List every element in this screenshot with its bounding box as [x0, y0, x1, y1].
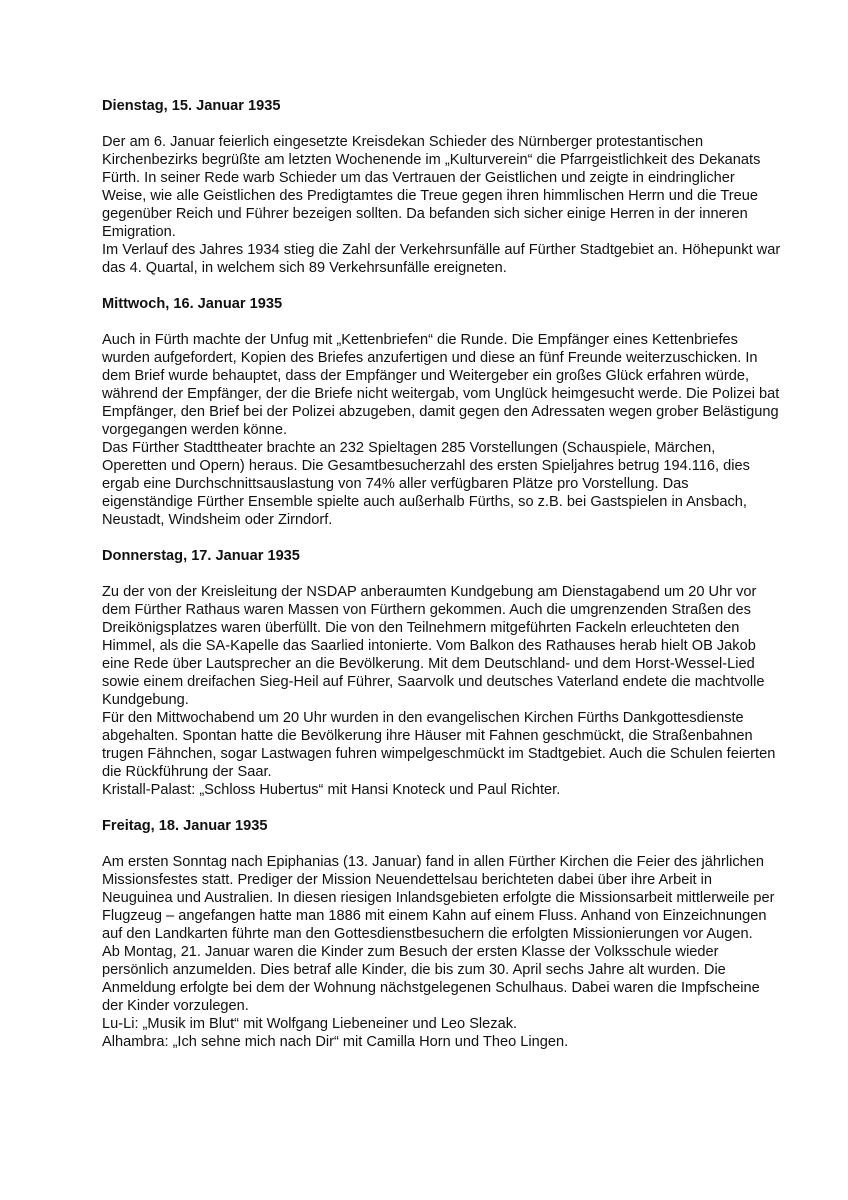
entry-date-heading: Donnerstag, 17. Januar 1935	[102, 548, 300, 564]
document-page	[102, 97, 782, 1069]
entry-paragraph: Das Fürther Stadttheater brachte an 232 Spieltagen 285 Vorstellungen (Schauspiele, Märchen, Operetten und Opern) heraus. Die Gesamtbesucherzahl des ersten Spieljahres betrug 194.116, dies ergab eine Durchschnittsauslastung von 74% aller verfügbaren Plätze pro Vorstellung. Das eigenständige Fürther Ensemble spielte auch außerhalb Fürths, so z.B. bei Gastspielen in Ansbach, Neustadt, Windsheim oder Zirndorf.	[102, 440, 750, 528]
entry-2024-01-18	[102, 817, 782, 1051]
entry-paragraph: Zu der von der Kreisleitung der NSDAP anberaumten Kundgebung am Dienstagabend um 20 Uhr vor dem Fürther Rathaus waren Massen von Fürthern gekommen. Auch die umgrenzenden Straßen des Dreikönigsplatzes waren überfüllt. Die von den Teilnehmern mitgeführten Fackeln erleuchteten den Himmel, als die SA-Kapelle das Saarlied intonierte. Vom Balkon des Rathauses herab hielt OB Jakob eine Rede über Lautsprecher an die Bevölkerung. Mit dem Deutschland- und dem Horst-Wessel-Lied sowie einem dreifachen Sieg-Heil auf Führer, Saarvolk und deutsches Vaterland endete die machtvolle Kundgebung.	[102, 584, 765, 708]
entry-paragraph: Lu-Li: „Musik im Blut“ mit Wolfgang Liebeneiner und Leo Slezak.	[102, 1016, 518, 1032]
entry-paragraph: Der am 6. Januar feierlich eingesetzte Kreisdekan Schieder des Nürnberger protestantischen Kirchenbezirks begrüßte am letzten Wochenende im „Kulturverein“ die Pfarrgeistlichkeit des Dekanats Fürth. In seiner Rede warb Schieder um das Vertrauen der Geistlichen und zeigte in eindringlicher Weise, wie alle Geistlichen des Predigtamtes die Treue gegen ihren himmlischen Herrn und die Treue gegenüber Reich und Führer bezeigen sollten. Da befanden sich sicher einige Herren in der inneren Emigration.	[102, 134, 761, 240]
entry-date-heading: Dienstag, 15. Januar 1935	[102, 98, 281, 114]
entry-date-heading: Mittwoch, 16. Januar 1935	[102, 296, 283, 312]
entry-paragraph: Alhambra: „Ich sehne mich nach Dir“ mit Camilla Horn und Theo Lingen.	[102, 1034, 569, 1050]
entry-paragraph: Auch in Fürth machte der Unfug mit „Kettenbriefen“ die Runde. Die Empfänger eines Kettenbriefes wurden aufgefordert, Kopien des Briefes anzufertigen und diese an fünf Freunde weiterzuschicken. In dem Brief wurde behauptet, dass der Empfänger und Weitergeber ein großes Glück erfahren würde, während der Empfänger, der die Briefe nicht weitergab, vom Unglück heimgesucht werde. Die Polizei bat Empfänger, den Brief bei der Polizei abzugeben, damit gegen den Adressaten wegen grober Belästigung vorgegangen werden könne.	[102, 332, 780, 438]
entry-2024-01-17	[102, 547, 782, 799]
entry-body	[102, 853, 782, 1051]
entry-paragraph: Kristall-Palast: „Schloss Hubertus“ mit Hansi Knoteck und Paul Richter.	[102, 782, 561, 798]
entry-paragraph: Am ersten Sonntag nach Epiphanias (13. Januar) fand in allen Fürther Kirchen die Feier des jährlichen Missionsfestes statt. Prediger der Mission Neuendettelsau berichteten dabei über ihre Arbeit in Neuguinea und Australien. In diesen riesigen Inlandsgebieten erfolgte die Missionsarbeit mittlerweile per Flugzeug – angefangen hatte man 1886 mit einem Kahn auf einem Fluss. Anhand von Einzeichnungen auf den Landkarten führte man den Gottesdienstbesuchern die erfolgten Missionierungen vor Augen.	[102, 854, 775, 942]
entry-paragraph: Ab Montag, 21. Januar waren die Kinder zum Besuch der ersten Klasse der Volksschule wieder persönlich anzumelden. Dies betraf alle Kinder, die bis zum 30. April sechs Jahre alt wurden. Die Anmeldung erfolgte bei dem der Wohnung nächstgelegenen Schulhaus. Dabei waren die Impfscheine der Kinder vorzulegen.	[102, 944, 760, 1014]
entry-paragraph: Im Verlauf des Jahres 1934 stieg die Zahl der Verkehrsunfälle auf Fürther Stadtgebiet an. Höhepunkt war das 4. Quartal, in welchem sich 89 Verkehrsunfälle ereigneten.	[102, 242, 781, 276]
entry-date-heading: Freitag, 18. Januar 1935	[102, 818, 268, 834]
entry-paragraph: Für den Mittwochabend um 20 Uhr wurden in den evangelischen Kirchen Fürths Dankgottesdienste abgehalten. Spontan hatte die Bevölkerung ihre Häuser mit Fahnen geschmückt, die Straßenbahnen trugen Fähnchen, sogar Lastwagen fuhren wimpelgeschmückt im Stadtgebiet. Auch die Schulen feierten die Rückführung der Saar.	[102, 710, 776, 780]
entry-2024-01-16	[102, 295, 782, 529]
entry-body	[102, 583, 782, 799]
entry-body	[102, 133, 782, 277]
entry-2024-01-15	[102, 97, 782, 277]
entry-body	[102, 331, 782, 529]
